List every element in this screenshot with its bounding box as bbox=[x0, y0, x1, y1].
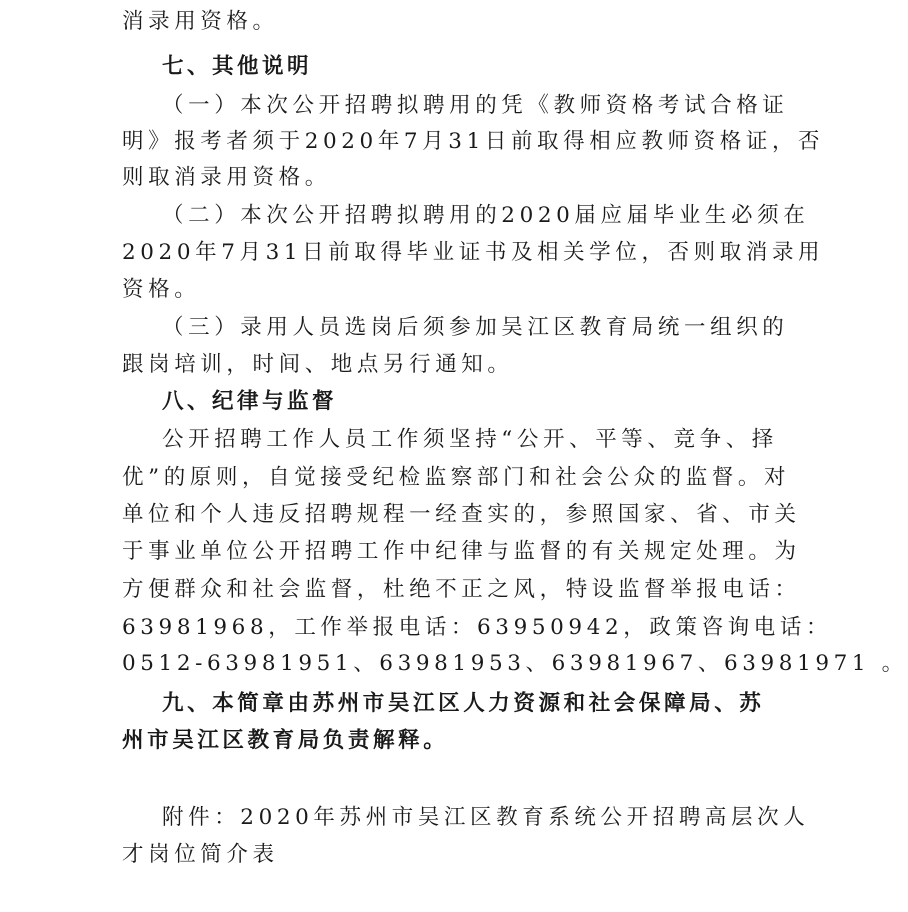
text-line: 2020年7月31日前取得毕业证书及相关学位，否则取消录用 bbox=[122, 240, 825, 265]
attachment-line: 才岗位简介表 bbox=[122, 842, 279, 867]
text-line: 跟岗培训，时间、地点另行通知。 bbox=[122, 352, 514, 377]
text-line: 消录用资格。 bbox=[122, 9, 279, 34]
text-line: 63981968，工作举报电话：63950942，政策咨询电话： bbox=[122, 615, 833, 640]
text-line: 资格。 bbox=[122, 277, 201, 302]
text-line: 则取消录用资格。 bbox=[122, 165, 331, 190]
text-line: 单位和个人违反招聘规程一经查实的，参照国家、省、市关 bbox=[122, 502, 801, 527]
attachment-line: 附件：2020年苏州市吴江区教育系统公开招聘高层次人 bbox=[162, 805, 810, 830]
section-heading-8: 八、纪律与监督 bbox=[162, 389, 338, 414]
text-line: 明》报考者须于2020年7月31日前取得相应教师资格证，否 bbox=[122, 129, 825, 154]
section-heading-9: 九、本简章由苏州市吴江区人力资源和社会保障局、苏 bbox=[162, 691, 765, 716]
text-line: （二）本次公开招聘拟聘用的2020届应届毕业生必须在 bbox=[162, 203, 810, 228]
text-line: 公开招聘工作人员工作须坚持“公开、平等、竞争、择 bbox=[162, 427, 778, 452]
text-line: 优”的原则，自觉接受纪检监察部门和社会公众的监督。对 bbox=[122, 465, 791, 490]
text-line: （一）本次公开招聘拟聘用的凭《教师资格考试合格证 bbox=[162, 93, 789, 118]
text-line: 于事业单位公开招聘工作中纪律与监督的有关规定处理。为 bbox=[122, 539, 801, 564]
text-line: 方便群众和社会监督，杜绝不正之风，特设监督举报电话： bbox=[122, 577, 801, 602]
section-heading-7: 七、其他说明 bbox=[162, 54, 313, 79]
section-heading-9-cont: 州市吴江区教育局负责解释。 bbox=[122, 728, 449, 753]
text-line: （三）录用人员选岗后须参加吴江区教育局统一组织的 bbox=[162, 315, 789, 340]
text-line: 0512-63981951、63981953、63981967、63981971 。 bbox=[122, 651, 908, 676]
